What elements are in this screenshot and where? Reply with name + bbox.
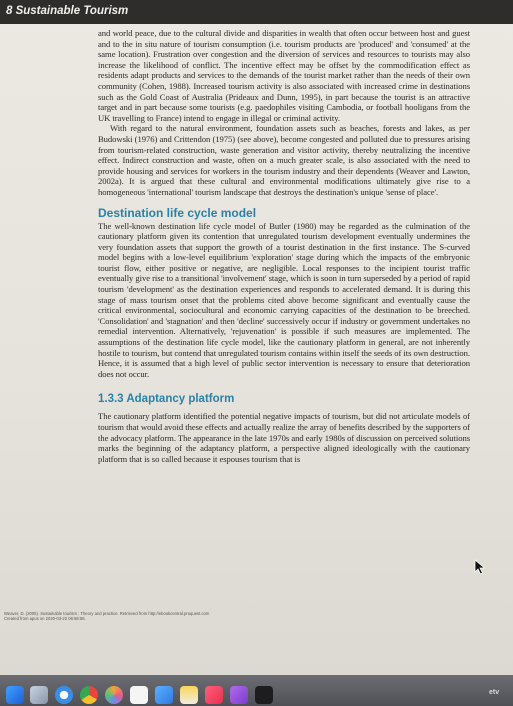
subsection-heading: 1.3.3 Adaptancy platform	[98, 393, 235, 406]
mouse-pointer-icon	[474, 559, 486, 575]
photos-icon[interactable]	[105, 686, 123, 704]
dock	[0, 675, 513, 706]
launchpad-icon[interactable]	[30, 686, 48, 704]
music-icon[interactable]	[205, 686, 223, 704]
section-paragraph: The well-known destination life cycle model of Butler (1980) may be regarded as the culmination of the cautionary platform given its contention that unregulated tourism development eventually undermines the very foundation assets that support the growth of a tourist destination in the first instance. The S-curved model begins with a low-level equilibrium 'exploration' stage during which the impacts of the embryonic tourist flow, either positive or negative, are negligible. Local responses to the incipient tourist traffic eventually give rise to a transitional 'involvement' stage, which is soon in turn superseded by a period of rapid tourism 'development' as the destination experiences and responds to accelerated demand. It is during this stage of mass tourism onset that the problems cited above become significant and eventually cause the critical environmental, sociocultural and economic carrying capacities of the destination to be breeched. 'Consolidation' and 'stagnation' and then 'decline' successively occur if industry or government undertakes no remedial intervention. Alternatively, 'rejuvenation' is possible if such measures are implemented. The assumptions of the destination life cycle model, like the cautionary platform in general, are not inherently hostile to tourism, but contend that unregulated tourism contains within itself the seeds of its own destruction. Hence, it is assumed that a high level of public sector intervention is necessary to ensure that deterioration does not occur.	[98, 220, 470, 379]
dock-label-tv: etv	[489, 689, 500, 696]
running-head: 8 Sustainable Tourism	[6, 5, 129, 17]
safari-icon[interactable]	[55, 686, 73, 704]
running-head-bar	[0, 0, 513, 24]
finder-icon[interactable]	[6, 686, 24, 704]
citation-line-1: Weaver, D. (2005). Sustainable tourism : Theory and practice. Retrieved from http://ebookcentral.proquest.com	[4, 611, 210, 616]
podcasts-icon[interactable]	[230, 686, 248, 704]
section-heading: Destination life cycle model	[98, 205, 257, 220]
subsection-paragraph: The cautionary platform identified the potential negative impacts of tourism, but did not articulate models of tourism that would avoid these effects and actually realize the array of benefits described by the supporters of the advocacy platform. The appearance in the late 1970s and early 1980s of discussion on perceived solutions marks the beginning of the adaptancy platform, a perspective aligned ideologically with the cautionary platform that is so called because it espouses tourism that is	[98, 411, 470, 464]
tv-icon[interactable]	[255, 686, 273, 704]
paragraph-1: and world peace, due to the cultural divide and disparities in wealth that often occur between host and guest and to the in situ nature of tourism consumption (i.e. tourism products are 'produced' and 'consumed' at the same location). Frustration over congestion and the diversion of services and resources to tourists may also increase the likelihood of conflict. The incentive effect may be offset by the commodification effect as residents adapt products and services to the demands of the tourist market rather than the needs of their own community (Cohen, 1988). Increased tourism activity is also associated with increased crime in destinations such as the Gold Coast of Australia (Prideaux and Dunn, 1995), in part because the tourist is an attractive target and in part because some tourists (e.g. paedophiles visiting Cambodia, or football hooligans from the UK travelling to France) intend to engage in illegal or criminal activity.	[98, 28, 470, 123]
chrome-icon[interactable]	[80, 686, 98, 704]
page-content	[98, 28, 470, 464]
calendar-icon[interactable]	[130, 686, 148, 704]
mail-icon[interactable]	[155, 686, 173, 704]
notes-icon[interactable]	[180, 686, 198, 704]
paragraph-2: With regard to the natural environment, foundation assets such as beaches, forests and lakes, as per Budowski (1976) and Crittendon (1975) (see above), become congested and polluted due to pressures arising from tourism-related construction, waste generation and visitor activity, thereby neutralizing the incentive effect. Indirect construction and waste, often on a much greater scale, is also associated with the need to provide housing and services for workers in the tourism industry and their dependents (Weaver and Lawton, 2002a). It is argued that these cultural and environmental modifications ultimately give rise to a homogeneous 'international' tourism landscape that destroys the destination's unique 'sense of place'.	[98, 123, 470, 197]
citation-line-2: Created from apus on 2020-03-22 06:58:56.	[4, 616, 86, 622]
citation-footer	[4, 611, 304, 621]
